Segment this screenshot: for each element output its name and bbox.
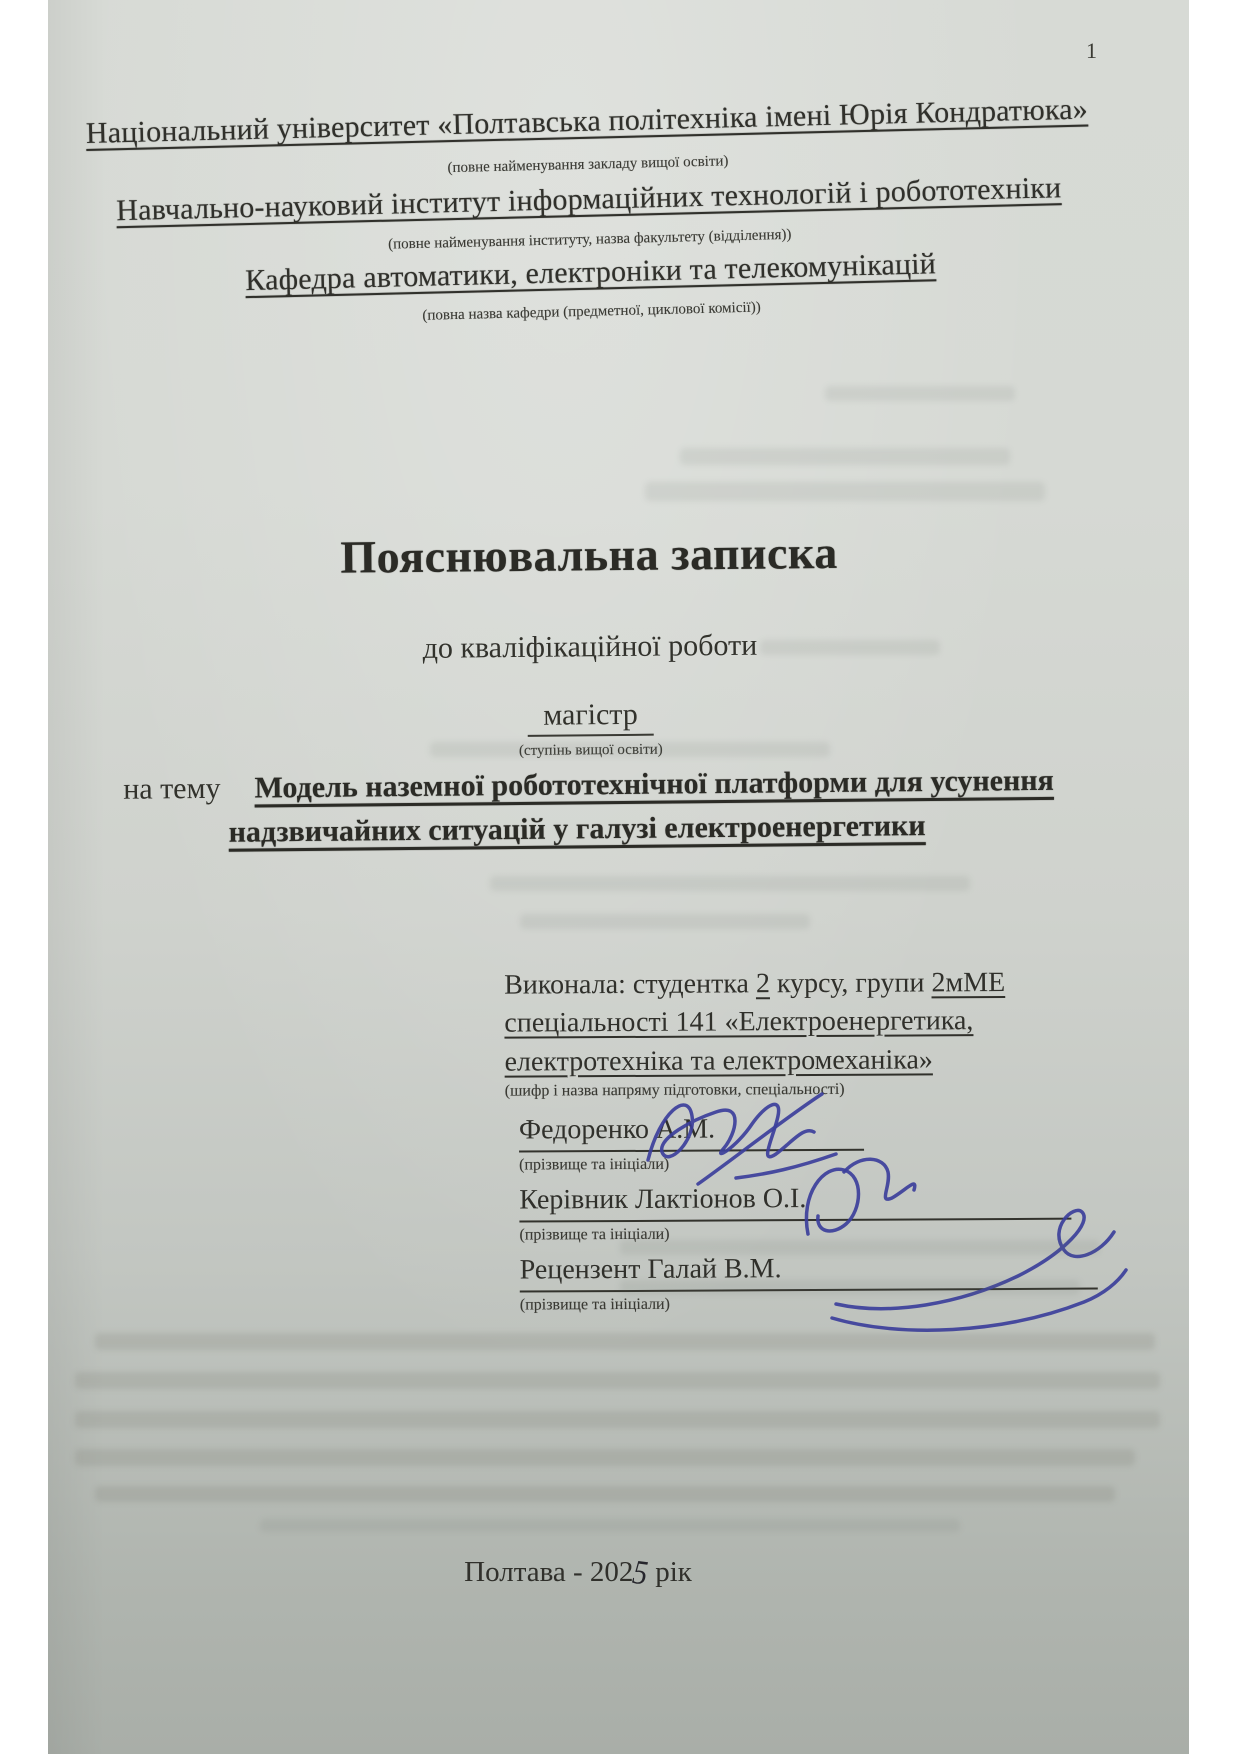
document-title: Пояснювальна записка [340, 526, 838, 583]
bleed-through-text [430, 742, 830, 757]
university-caption: (повне найменування закладу вищої освіти) [447, 153, 729, 177]
topic-line-2 [228, 809, 925, 850]
department-name: Кафедра автоматики, електроніки та телекомунікацій [244, 247, 937, 298]
bleed-through-text [75, 1411, 1160, 1428]
bleed-through-text [645, 482, 1045, 501]
bleed-through-text [95, 1333, 1155, 1350]
handwritten-year-digit: 5 [630, 1553, 651, 1593]
performed-mid: курсу, групи [769, 967, 932, 1000]
specialty-caption: (шифр і назва напряму підготовки, спеціальності) [504, 1080, 845, 1100]
supervisor-name-row [519, 1182, 1071, 1223]
bleed-through-text [825, 386, 1015, 401]
topic-line-1 [123, 764, 1054, 807]
degree-line [60, 693, 1120, 741]
topic-text-line1: Модель наземної робототехнічної платформи для усунення [254, 763, 1054, 805]
course-value: 2 [755, 968, 770, 1000]
bleed-through-text [490, 876, 970, 891]
bleed-through-text [260, 1519, 960, 1532]
author-block [504, 966, 1126, 1314]
city-year-prefix: Полтава - 202 [464, 1556, 634, 1588]
bleed-through-text [75, 1372, 1160, 1389]
university-name: Національний університет «Полтавська політехніка імені Юрія Кондратюка» [85, 92, 1089, 150]
bleed-through-text [680, 448, 1010, 465]
group-value: 2мМЕ [931, 967, 1006, 999]
supervisor-name: Керівник Лактіонов О.І. [519, 1183, 807, 1216]
student-name-row [519, 1113, 864, 1153]
bleed-through-text [95, 1486, 1115, 1502]
topic-label: на тему [123, 771, 221, 806]
department-caption: (повна назва кафедри (предметної, циклової комісії)) [422, 299, 761, 324]
degree-caption: (ступінь вищої освіти) [518, 741, 663, 759]
page-number: 1 [1086, 38, 1097, 63]
supervisor-caption: (прізвище та ініціали) [519, 1225, 670, 1244]
reviewer-name: Рецензент Галай В.М. [519, 1253, 782, 1286]
footer-line [428, 1553, 728, 1593]
document-page [48, 0, 1189, 1754]
reviewer-caption: (прізвище та ініціали) [519, 1295, 670, 1314]
specialty-line-1: спеціальності 141 «Електроенергетика, [504, 1005, 974, 1039]
institute-caption: (повне найменування інституту, назва факультету (відділення)) [387, 226, 792, 253]
specialty-line-2: електротехніка та електромеханіка» [504, 1044, 933, 1078]
topic-text-line2: надзвичайних ситуацій у галузі електроенергетики [228, 809, 926, 849]
performed-line [504, 966, 1124, 1001]
bleed-through-text [620, 1280, 1080, 1295]
institute-name: Навчально-науковий інститут інформаційних технологій і робототехніки [115, 171, 1062, 228]
document-subtitle: до кваліфікаційної роботи [422, 628, 758, 665]
bleed-through-text [520, 914, 810, 929]
student-caption: (прізвище та ініціали) [519, 1155, 670, 1174]
bleed-through-text [620, 1240, 1100, 1255]
degree-value: магістр [527, 698, 654, 737]
title-block [44, 0, 1194, 905]
bleed-through-text [760, 640, 940, 655]
performed-prefix: Виконала: студентка [504, 968, 756, 1001]
student-name: Федоренко А.М. [518, 1113, 716, 1146]
year-suffix: рік [647, 1556, 692, 1588]
bleed-through-text [75, 1449, 1135, 1466]
